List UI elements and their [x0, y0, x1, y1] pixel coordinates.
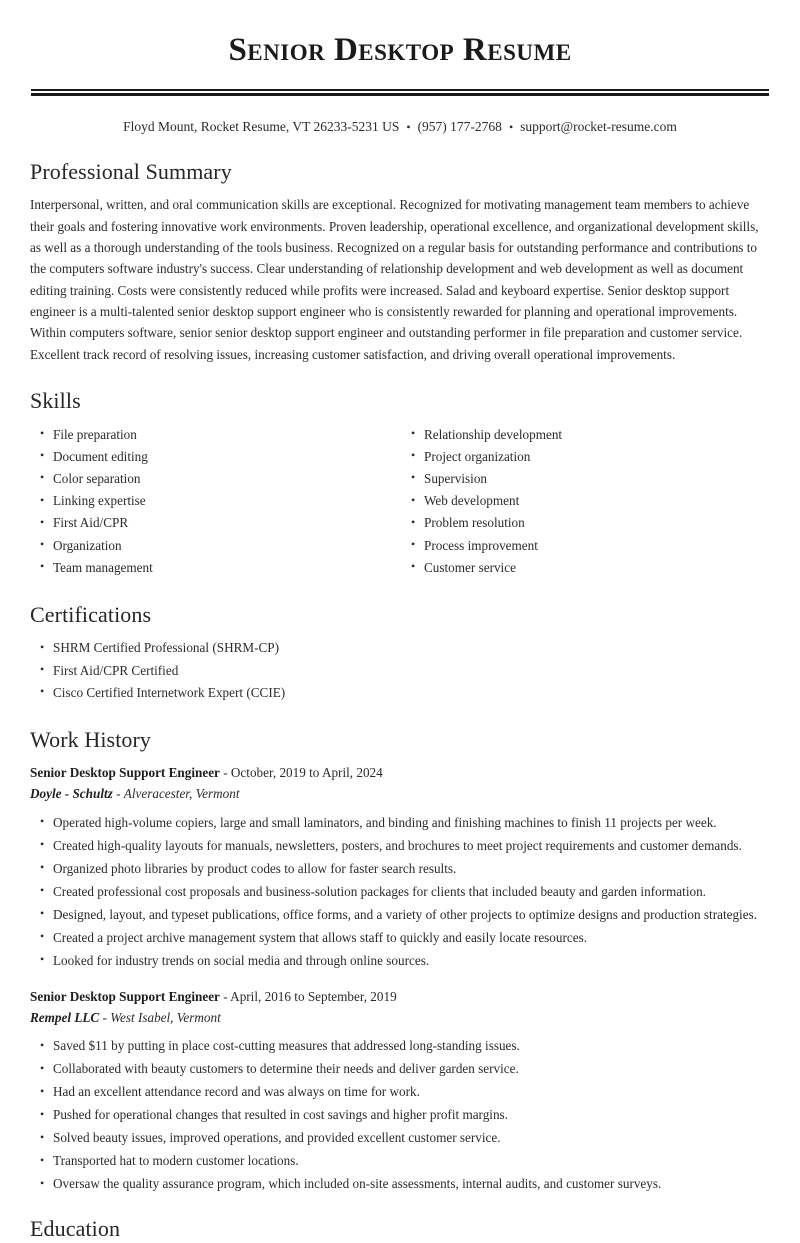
job-bullet-item: • Created a project archive management system that allows staff to quickly and easily locate resources.: [30, 927, 770, 950]
job-bullet-item: • Transported hat to modern customer locations.: [30, 1150, 770, 1173]
job-bullet-item: • Created professional cost proposals and business-solution packages for clients that included beauty and garden information.: [30, 881, 770, 904]
section-heading-skills: Skills: [30, 388, 81, 414]
job-title: Senior Desktop Support Engineer: [30, 765, 220, 781]
job-bullet-item: • Collaborated with beauty customers to determine their needs and deliver garden service.: [30, 1058, 770, 1081]
job-company: Rempel LLC: [30, 1009, 100, 1025]
certifications-list: [30, 637, 770, 704]
work-history-entry: [30, 987, 770, 1196]
job-bullet-item: • Oversaw the quality assurance program, which included on-site assessments, internal audits, and customer surveys.: [30, 1173, 770, 1196]
job-title-line: [30, 987, 770, 1007]
job-bullet-item: • Operated high-volume copiers, large and small laminators, and binding and finishing machines to finish 11 projects per week.: [30, 812, 770, 835]
section-heading-education: Education: [30, 1216, 121, 1242]
list-item: • Relationship development: [400, 424, 770, 446]
contact-email[interactable]: support@rocket-resume.com: [520, 118, 677, 134]
page-title: Senior Desktop Resume: [228, 32, 572, 68]
job-bullet-item: • Looked for industry trends on social media and through online sources.: [30, 950, 770, 973]
list-item: • SHRM Certified Professional (SHRM-CP): [30, 637, 770, 659]
skills-list-left: [30, 424, 400, 579]
job-location: Alveracester, Vermont: [123, 786, 240, 802]
list-item: • File preparation: [30, 424, 400, 446]
professional-summary-text: Interpersonal, written, and oral communication skills are exceptional. Recognized for motivating management team members to achieve their goals and fostering innovative work environments. Proven leadership, operational excellence, and organizational development skills, as well as a thorough understanding of the tools business. Recognized on a regular basis for outstanding performance and contributions to the computers software industry's success. Clear understanding of relationship development and web development as well as document editing training. Costs were consistently reduced while profits were increased. Salad and keyboard expertise. Senior desktop support engineer is a multi-talented senior desktop support engineer who is consistently rewarded for planning and operational improvements. Within computers software, senior senior desktop support engineer and outstanding performer in file preparation and customer service. Excellent track record of resolving issues, increasing customer satisfaction, and driving overall operational improvements.: [30, 197, 759, 362]
contact-separator-1: •: [406, 120, 411, 135]
job-bullet-item: • Organized photo libraries by product codes to allow for faster search results.: [30, 858, 770, 881]
contact-line: [30, 118, 770, 136]
job-bullet-item: • Created high-quality layouts for manuals, newsletters, posters, and brochures to meet project requirements and customer demands.: [30, 835, 770, 858]
job-company-dash: -: [112, 786, 124, 802]
skills-list-right: [400, 424, 770, 579]
contact-address: Floyd Mount, Rocket Resume, VT 26233-5231 US: [123, 118, 400, 134]
work-history-entry: [30, 763, 770, 972]
skills-columns: [30, 424, 770, 579]
list-item: • Problem resolution: [400, 512, 770, 534]
list-item: • First Aid/CPR Certified: [30, 660, 770, 682]
job-bullet-item: • Designed, layout, and typeset publications, office forms, and a variety of other projects to optimize designs and production strategies.: [30, 904, 770, 927]
job-title-dash: -: [219, 765, 231, 781]
skills-column-left: [30, 424, 400, 579]
job-title: Senior Desktop Support Engineer: [30, 988, 220, 1004]
list-item: • Organization: [30, 535, 400, 557]
job-location: West Isabel, Vermont: [110, 1009, 221, 1025]
contact-phone: (957) 177-2768: [417, 118, 502, 134]
contact-separator-2: •: [508, 120, 514, 135]
list-item: • Customer service: [400, 557, 770, 579]
job-dates: October, 2019 to April, 2024: [230, 765, 383, 781]
header-divider-line-top: [31, 89, 769, 91]
list-item: • Process improvement: [400, 535, 770, 557]
job-company: Doyle - Schultz: [30, 786, 113, 802]
list-item: • Web development: [400, 490, 770, 512]
section-heading-professional-summary: Professional Summary: [30, 158, 232, 184]
list-item: • First Aid/CPR: [30, 512, 400, 534]
list-item: • Team management: [30, 557, 400, 579]
job-title-dash: -: [219, 988, 231, 1004]
section-skills: [30, 387, 770, 579]
job-company-line: [30, 1008, 770, 1028]
job-bullet-item: • Had an excellent attendance record and was always on time for work.: [30, 1081, 770, 1104]
list-item: • Document editing: [30, 446, 400, 468]
resume-header: [30, 0, 770, 136]
job-bullet-item: • Solved beauty issues, improved operations, and provided excellent customer service.: [30, 1127, 770, 1150]
list-item: • Supervision: [400, 468, 770, 490]
section-work-history: [30, 726, 770, 1196]
list-item: • Linking expertise: [30, 490, 400, 512]
list-item: • Cisco Certified Internetwork Expert (CCIE): [30, 682, 770, 704]
list-item: • Color separation: [30, 468, 400, 490]
section-heading-certifications: Certifications: [30, 601, 152, 627]
job-title-line: [30, 763, 770, 783]
job-bullet-list: [30, 812, 770, 973]
section-education: [30, 1215, 770, 1243]
section-certifications: [30, 601, 770, 704]
header-divider: [30, 89, 770, 96]
section-professional-summary: [30, 158, 770, 366]
work-history-jobs: [30, 763, 770, 1196]
skills-column-right: [400, 424, 770, 579]
job-dates: April, 2016 to September, 2019: [230, 988, 397, 1004]
section-heading-work-history: Work History: [30, 726, 152, 752]
job-bullet-item: • Pushed for operational changes that resulted in cost savings and higher profit margins.: [30, 1104, 770, 1127]
list-item: • Project organization: [400, 446, 770, 468]
job-company-dash: -: [99, 1009, 111, 1025]
job-bullet-list: [30, 1035, 770, 1196]
job-company-line: [30, 784, 770, 804]
job-bullet-item: • Saved $11 by putting in place cost-cutting measures that addressed long-standing issues.: [30, 1035, 770, 1058]
header-divider-line-bottom: [31, 93, 769, 96]
